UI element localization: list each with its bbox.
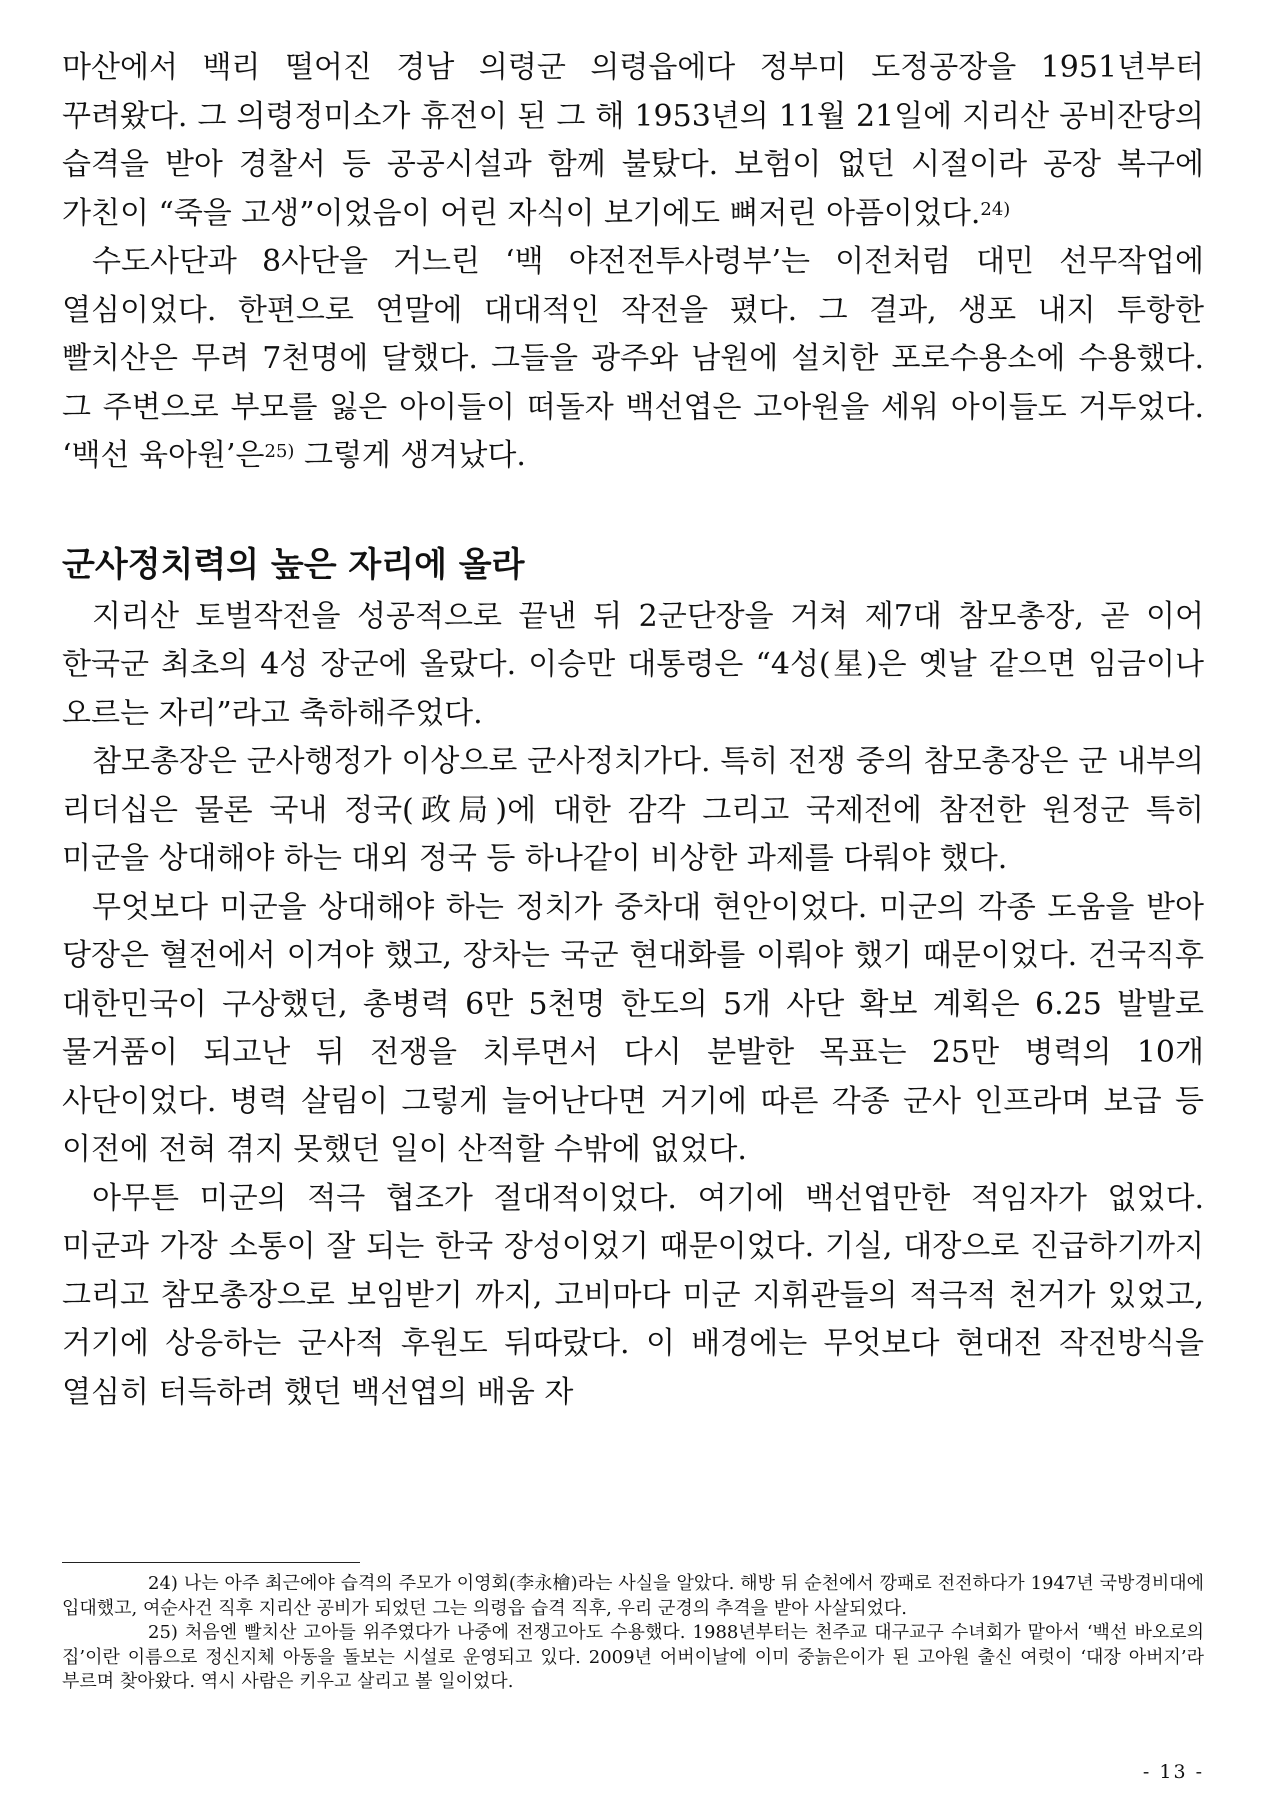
footnote-reference[interactable]: 24) bbox=[980, 198, 1011, 220]
page-number: - 13 - bbox=[1142, 1761, 1204, 1783]
footnotes bbox=[62, 1572, 1204, 1695]
page-body bbox=[62, 44, 1204, 1417]
footnote-reference[interactable]: 25) bbox=[264, 441, 295, 462]
body-paragraph: 지리산 토벌작전을 성공적으로 끝낸 뒤 2군단장을 거쳐 제7대 참모총장, 곧 이어 한국군 최초의 4성 장군에 올랐다. 이승만 대통령은 “4성(星)은 옛날 같으면 임금이나 오르는 자리”라고 축하해주었다. bbox=[62, 598, 1204, 731]
paragraph-text-tail: 그렇게 생겨났다. bbox=[294, 438, 526, 473]
paragraph-text: 수도사단과 8사단을 거느린 ‘백 야전전투사령부’는 이전처럼 대민 선무작업에 열심이었다. 한편으로 연말에 대대적인 작전을 폈다. 그 결과, 생포 내지 투항한 빨치산은 무려 7천명에 달했다. 그들을 광주와 남원에 설치한 포로수용소에 수용했다. 그 주변으로 부모를 잃은 아이들이 떠돌자 백선엽은 고아원을 세워 아이들도 거두었다. ‘백선 육아원’은 bbox=[62, 244, 1204, 473]
section-heading: 군사정치력의 높은 자리에 올라 bbox=[62, 544, 525, 585]
body-paragraph: 참모총장은 군사행정가 이상으로 군사정치가다. 특히 전쟁 중의 참모총장은 군 내부의 리더십은 물론 국내 정국(政局)에 대한 감각 그리고 국제전에 참전한 원정군 특히 미군을 상대해야 하는 대외 정국 등 하나같이 비상한 과제를 다뤄야 했다. bbox=[62, 744, 1204, 876]
paragraph-text: 마산에서 백리 떨어진 경남 의령군 의령읍에다 정부미 도정공장을 1951년부터 꾸려왔다. 그 의령정미소가 휴전이 된 그 해 1953년의 11월 21일에 지리산 공비잔당의 습격을 받아 경찰서 등 공공시설과 함께 불탔다. 보험이 없던 시절이라 공장 복구에 가친이 “죽을 고생”이었음이 어린 자식이 보기에도 뼈저린 아픔이었다. bbox=[62, 50, 1204, 231]
body-paragraph bbox=[62, 238, 1204, 481]
footnote-24: 24) 나는 아주 최근에야 습격의 주모가 이영회(李永檜)라는 사실을 알았다. 해방 뒤 순천에서 깡패로 전전하다가 1947년 국방경비대에 입대했고, 여순사건 직후 지리산 공비가 되었던 그는 의령읍 습격 직후, 우리 군경의 추격을 받아 사살되었다. bbox=[62, 1573, 1204, 1619]
footnote-divider bbox=[62, 1562, 360, 1563]
body-paragraph: 무엇보다 미군을 상대해야 하는 정치가 중차대 현안이었다. 미군의 각종 도움을 받아 당장은 혈전에서 이겨야 했고, 장차는 국군 현대화를 이뤄야 했기 때문이었다. 건국직후 대한민국이 구상했던, 총병력 6만 5천명 한도의 5개 사단 확보 계획은 6.25 발발로 물거품이 되고난 뒤 전쟁을 치루면서 다시 분발한 목표는 25만 병력의 10개 사단이었다. 병력 살림이 그렇게 늘어난다면 거기에 따른 각종 군사 인프라며 보급 등 이전에 전혀 겪지 못했던 일이 산적할 수밖에 없었다. bbox=[62, 889, 1204, 1167]
body-paragraph bbox=[62, 44, 1204, 238]
body-paragraph: 아무튼 미군의 적극 협조가 절대적이었다. 여기에 백선엽만한 적임자가 없었다. 미군과 가장 소통이 잘 되는 한국 장성이었기 때문이었다. 기실, 대장으로 진급하기까지 그리고 참모총장으로 보임받기 까지, 고비마다 미군 지휘관들의 적극적 천거가 있었고, 거기에 상응하는 군사적 후원도 뒤따랐다. 이 배경에는 무엇보다 현대전 작전방식을 열심히 터득하려 했던 백선엽의 배움 자 bbox=[62, 1180, 1204, 1410]
footnote-25: 25) 처음엔 빨치산 고아들 위주였다가 나중에 전쟁고아도 수용했다. 1988년부터는 천주교 대구교구 수녀회가 맡아서 ‘백선 바오로의 집’이란 이름으로 정신지체 아동을 돌보는 시설로 운영되고 있다. 2009년 어버이날에 이미 중늙은이가 된 고아원 출신 여럿이 ‘대장 아버지’라 부르며 찾아왔다. 역시 사람은 키우고 살리고 볼 일이었다. bbox=[62, 1622, 1204, 1692]
